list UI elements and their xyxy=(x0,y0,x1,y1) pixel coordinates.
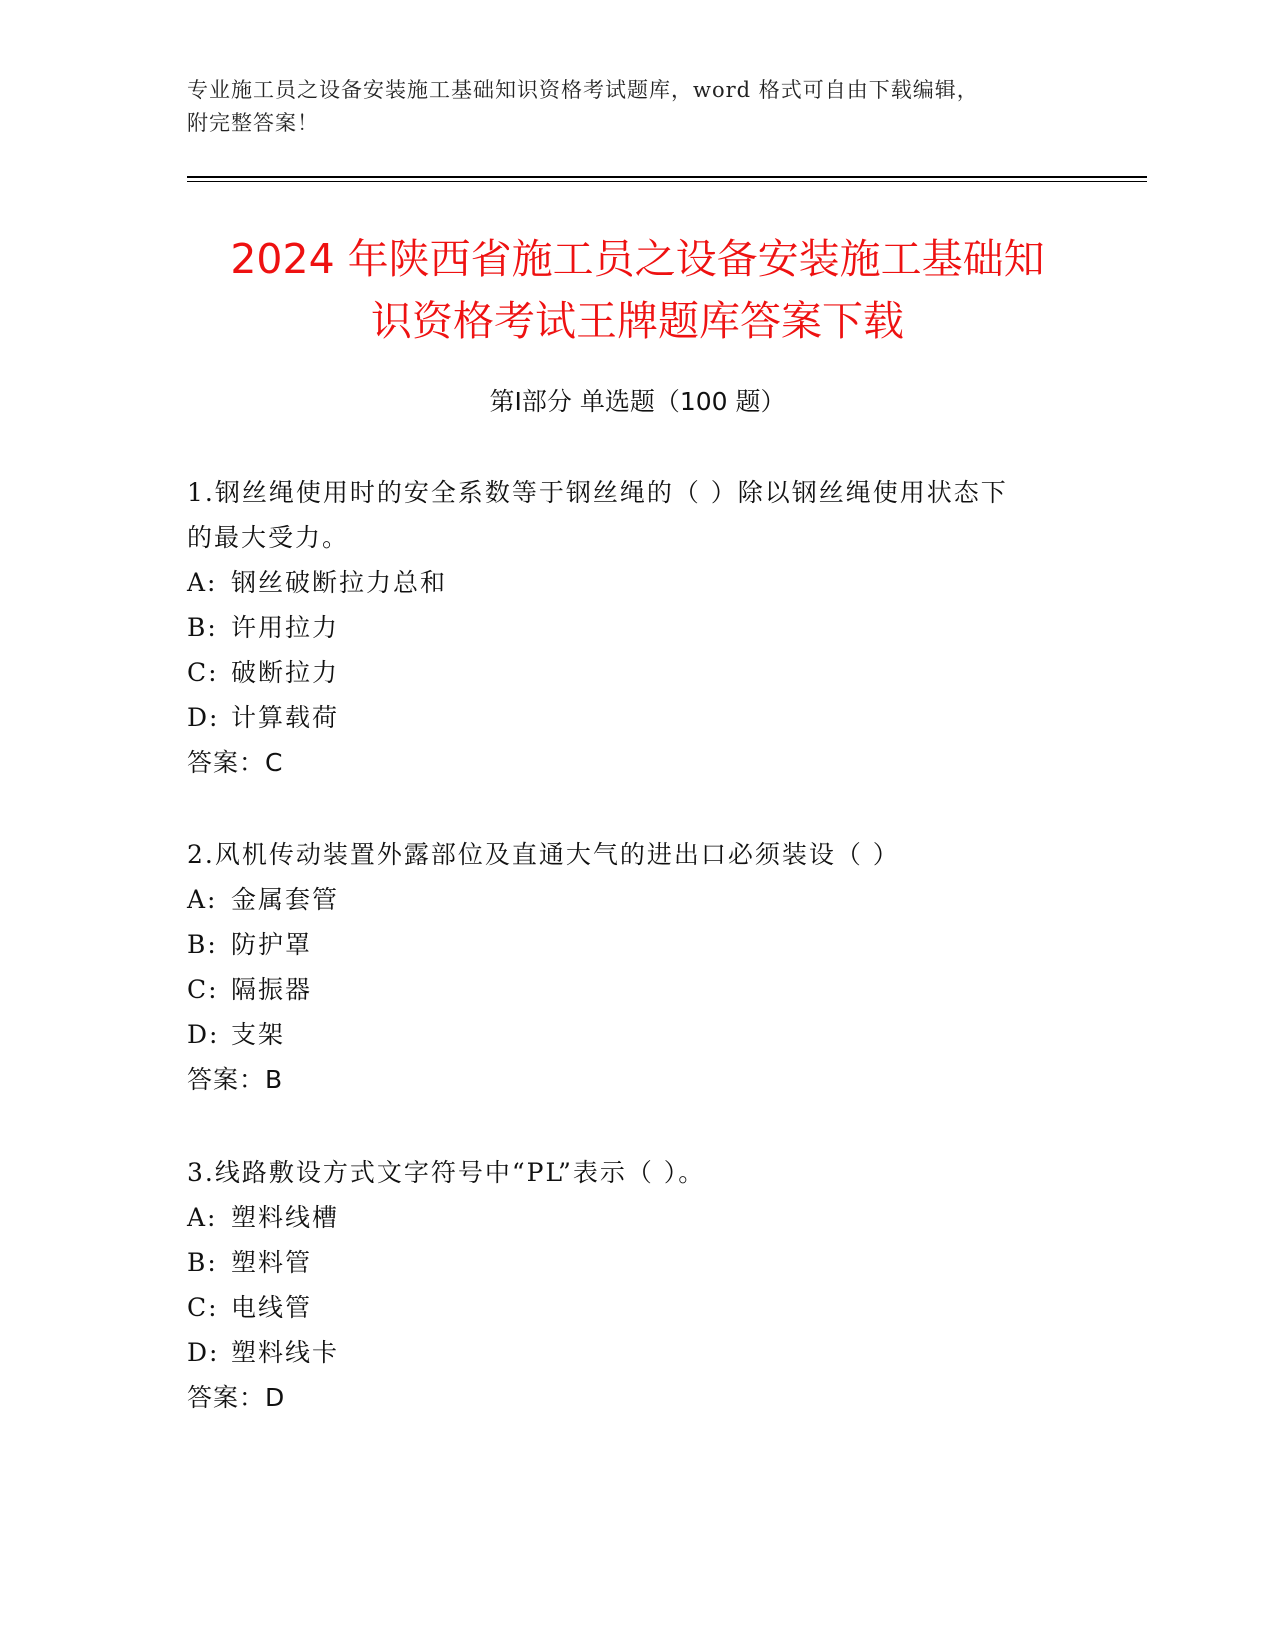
option-letter: B: xyxy=(187,1248,218,1277)
question-stem-line-2: 的最大受力。 xyxy=(187,523,350,552)
option-text: 电线管 xyxy=(231,1293,313,1322)
question-1 xyxy=(187,470,1077,785)
option-text: 防护罩 xyxy=(231,930,313,959)
option-c xyxy=(187,1285,1077,1330)
option-text: 许用拉力 xyxy=(231,613,340,642)
header-divider-thin xyxy=(187,181,1147,182)
option-b xyxy=(187,605,1077,650)
option-letter: B: xyxy=(187,613,218,642)
option-a xyxy=(187,877,1077,922)
document-title xyxy=(160,228,1115,352)
section-heading: 第Ⅰ部分 单选题（100 题） xyxy=(489,387,786,416)
option-c xyxy=(187,650,1077,695)
option-c xyxy=(187,967,1077,1012)
option-text: 计算载荷 xyxy=(231,703,340,732)
option-letter: B: xyxy=(187,930,218,959)
option-letter: C: xyxy=(187,1293,219,1322)
option-a xyxy=(187,1195,1077,1240)
option-text: 金属套管 xyxy=(231,885,340,914)
question-stem-line-1: 3.线路敷设方式文字符号中“PL”表示（ ）。 xyxy=(187,1158,706,1187)
option-d xyxy=(187,1330,1077,1375)
option-text: 塑料线卡 xyxy=(231,1338,340,1367)
option-text: 破断拉力 xyxy=(231,658,340,687)
document-title-line-1: 2024 年陕西省施工员之设备安装施工基础知 xyxy=(230,235,1045,283)
question-stem xyxy=(187,470,1077,560)
option-letter: D: xyxy=(187,703,220,732)
header-note-line-2: 附完整答案！ xyxy=(187,111,319,135)
question-stem xyxy=(187,832,1077,877)
answer-line: 答案：B xyxy=(187,1065,284,1094)
option-letter: A: xyxy=(187,885,218,914)
option-text: 隔振器 xyxy=(231,975,313,1004)
header-note-line-1: 专业施工员之设备安装施工基础知识资格考试题库，word 格式可自由下载编辑， xyxy=(187,78,979,102)
answer-line: 答案：D xyxy=(187,1383,286,1412)
question-stem xyxy=(187,1150,1077,1195)
header-note xyxy=(187,74,1087,140)
option-text: 钢丝破断拉力总和 xyxy=(231,568,448,597)
option-a xyxy=(187,560,1077,605)
question-3 xyxy=(187,1150,1077,1420)
question-2 xyxy=(187,832,1077,1102)
document-title-line-2: 识资格考试王牌题库答案下载 xyxy=(371,297,904,345)
option-text: 塑料线槽 xyxy=(231,1203,340,1232)
option-d xyxy=(187,695,1077,740)
option-letter: D: xyxy=(187,1020,220,1049)
header-divider-thick xyxy=(187,176,1147,178)
option-letter: A: xyxy=(187,1203,218,1232)
option-letter: A: xyxy=(187,568,218,597)
option-text: 塑料管 xyxy=(231,1248,313,1277)
option-b xyxy=(187,1240,1077,1285)
option-d xyxy=(187,1012,1077,1057)
question-stem-line-1: 2.风机传动装置外露部位及直通大气的进出口必须装设（ ） xyxy=(187,840,900,869)
option-b xyxy=(187,922,1077,967)
option-letter: C: xyxy=(187,658,219,687)
answer-line: 答案：C xyxy=(187,748,284,777)
option-text: 支架 xyxy=(231,1020,286,1049)
question-stem-line-1: 1.钢丝绳使用时的安全系数等于钢丝绳的（ ）除以钢丝绳使用状态下 xyxy=(187,478,1008,507)
option-letter: C: xyxy=(187,975,219,1004)
option-letter: D: xyxy=(187,1338,220,1367)
